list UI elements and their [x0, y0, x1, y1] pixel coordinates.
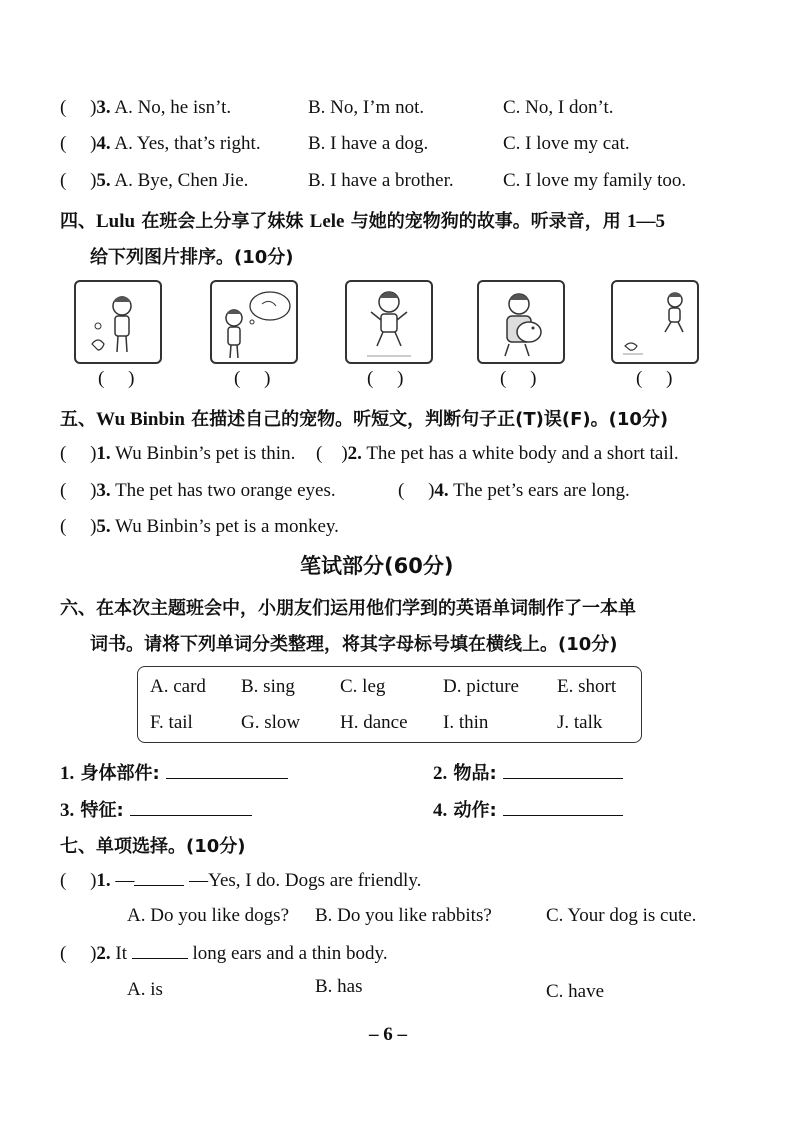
word-option: A. card	[150, 676, 206, 697]
category-1: 1. 身体部件:	[60, 759, 288, 785]
tf-question-4: ( )4. The pet’s ears are long.	[398, 480, 630, 501]
category-3: 3. 特征:	[60, 796, 252, 822]
question-number: 3.	[96, 97, 111, 118]
answer-paren[interactable]: ( )	[60, 170, 97, 191]
word-option: G. slow	[241, 712, 301, 733]
answer-paren[interactable]: ( )	[316, 443, 348, 464]
answer-blank[interactable]	[503, 797, 623, 816]
girl-running-icon	[611, 280, 699, 364]
option-c: C. have	[546, 981, 605, 1002]
section7-title: 七、单项选择。(10分)	[60, 836, 246, 857]
tf-question-1: ( )1. Wu Binbin’s pet is thin.	[60, 443, 296, 464]
question-4-row	[60, 133, 261, 155]
option-b: B. I have a brother.	[308, 170, 454, 191]
question-3-row	[60, 97, 231, 119]
answer-paren[interactable]: ( )	[60, 133, 97, 154]
girl-with-dog-icon	[74, 280, 162, 364]
answer-blank[interactable]	[130, 797, 252, 816]
word-option: F. tail	[150, 712, 193, 733]
picture-answer-paren[interactable]: ( )	[636, 368, 673, 389]
option-c: C. No, I don’t.	[503, 97, 614, 118]
answer-blank[interactable]	[166, 760, 288, 779]
girl-imagining-dog-icon	[210, 280, 298, 364]
option-c: C. Your dog is cute.	[546, 905, 697, 926]
answer-paren[interactable]: ( )	[60, 870, 97, 891]
word-option: H. dance	[340, 712, 408, 733]
picture-answer-paren[interactable]: ( )	[367, 368, 404, 389]
option-c: C. I love my cat.	[503, 133, 630, 154]
picture-answer-paren[interactable]: ( )	[98, 368, 135, 389]
option-b: B. has	[315, 976, 363, 997]
picture-answer-paren[interactable]: ( )	[500, 368, 537, 389]
answer-blank[interactable]	[503, 760, 623, 779]
tf-question-3: ( )3. The pet has two orange eyes.	[60, 480, 336, 501]
picture-answer-paren[interactable]: ( )	[234, 368, 271, 389]
answer-blank[interactable]	[134, 867, 184, 886]
answer-paren[interactable]: ( )	[60, 97, 97, 118]
question-5-row	[60, 170, 248, 192]
word-option: I. thin	[443, 712, 489, 733]
written-section-title: 笔试部分(60分)	[300, 554, 454, 578]
mc-question-1: ( )1. — —Yes, I do. Dogs are friendly.	[60, 867, 421, 892]
word-option: D. picture	[443, 676, 519, 697]
answer-paren[interactable]: ( )	[60, 943, 97, 964]
page-number: – 6 –	[369, 1024, 407, 1045]
answer-paren[interactable]: ( )	[398, 480, 435, 501]
word-option: E. short	[557, 676, 617, 697]
option-b: B. No, I’m not.	[308, 97, 425, 118]
section4-instruction-line2: 给下列图片排序。(10分)	[90, 247, 294, 268]
option-c: C. I love my family too.	[503, 170, 687, 191]
girl-jumping-icon	[345, 280, 433, 364]
category-2: 2. 物品:	[433, 759, 623, 785]
girl-hugging-dog-icon	[477, 280, 565, 364]
section4-instruction: 四、Lulu 在班会上分享了妹妹 Lele 与她的宠物狗的故事。听录音，用 1—5	[60, 211, 666, 232]
option-b: B. I have a dog.	[308, 133, 429, 154]
option-a: A. Bye, Chen Jie.	[114, 170, 249, 191]
mc-question-2: ( )2. It long ears and a thin body.	[60, 940, 388, 965]
option-a: A. Do you like dogs?	[127, 905, 290, 926]
option-a: A. is	[127, 979, 163, 1000]
option-b: B. Do you like rabbits?	[315, 905, 492, 926]
word-option: B. sing	[241, 676, 295, 697]
word-option: C. leg	[340, 676, 386, 697]
section6-instruction: 六、在本次主题班会中，小朋友们运用他们学到的英语单词制作了一本单	[60, 598, 636, 619]
question-number: 5.	[96, 170, 111, 191]
question-number: 4.	[96, 133, 111, 154]
option-a: A. Yes, that’s right.	[114, 133, 261, 154]
section5-instruction: 五、Wu Binbin 在描述自己的宠物。听短文，判断句子正(T)误(F)。(10分)	[60, 409, 669, 430]
section6-instruction-line2: 词书。请将下列单词分类整理，将其字母标号填在横线上。(10分)	[90, 634, 618, 655]
option-a: A. No, he isn’t.	[114, 97, 232, 118]
word-option: J. talk	[557, 712, 603, 733]
answer-paren[interactable]: ( )	[60, 516, 97, 537]
tf-question-5: ( )5. Wu Binbin’s pet is a monkey.	[60, 516, 339, 537]
tf-question-2: ( )2. The pet has a white body and a short tail.	[316, 443, 679, 464]
answer-paren[interactable]: ( )	[60, 480, 97, 501]
answer-paren[interactable]: ( )	[60, 443, 97, 464]
category-4: 4. 动作:	[433, 796, 623, 822]
answer-blank[interactable]	[132, 940, 188, 959]
